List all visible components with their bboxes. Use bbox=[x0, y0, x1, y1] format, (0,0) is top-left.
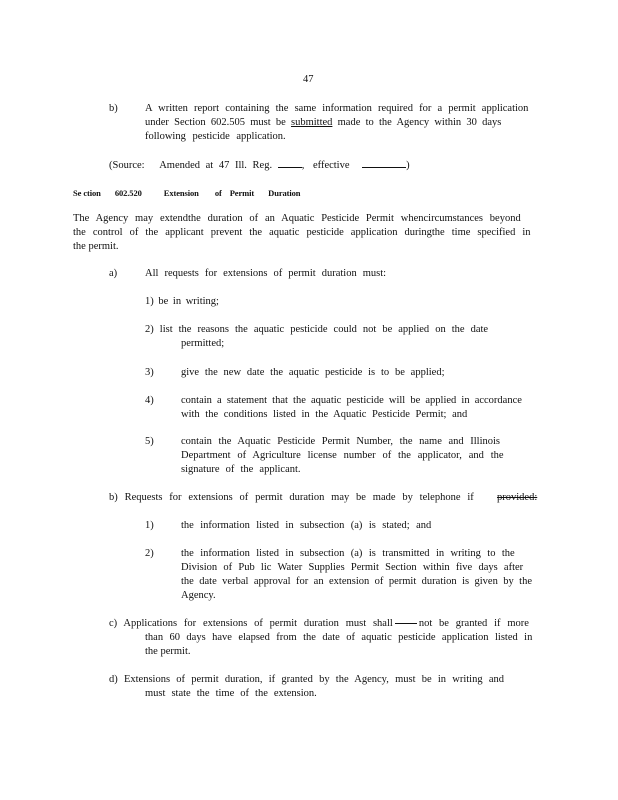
item-b2-sub-1-label: 1) bbox=[145, 520, 154, 531]
item-b2-sub-2-text: the information listed in subsection (a) is transmitted in writing to the bbox=[181, 548, 515, 559]
intro-line-1: The Agency may extendthe duration of an Aquatic Pesticide Permit whencircumstances beyond bbox=[73, 213, 521, 224]
item-a-sub-5-text: contain the Aquatic Pesticide Permit Number, the name and Illinois bbox=[181, 436, 501, 447]
item-a-label: a) bbox=[109, 268, 118, 279]
item-b2-sub-2-cont: Division of Pub lic Water Supplies Permit Section within five days after bbox=[181, 562, 524, 573]
item-b-line-1: A written report containing the same information required for a permit application bbox=[145, 103, 529, 114]
item-b2-sub-2-label: 2) bbox=[145, 548, 154, 559]
section-title-2: of Permit bbox=[214, 188, 255, 198]
item-a-sub-3-label: 3) bbox=[145, 367, 154, 378]
item-b2-sub-1-text: the information listed in subsection (a) is stated; and bbox=[181, 520, 432, 531]
source-effective-blank bbox=[362, 157, 406, 168]
item-b-line-2-b: made to the Agency within 30 days bbox=[332, 117, 502, 128]
item-b-line-3: following pesticide application. bbox=[145, 131, 286, 142]
page-number: 47 bbox=[303, 74, 314, 85]
section-number: 602.520 bbox=[114, 188, 142, 198]
item-c-text-b: not be granted if more bbox=[418, 618, 529, 629]
item-b-line-2 bbox=[145, 116, 501, 130]
item-a-sub-4-text: contain a statement that the aquatic pesticide will be applied in accordance bbox=[181, 395, 522, 406]
source-reg-blank bbox=[278, 157, 302, 168]
source-effective: effective bbox=[312, 160, 350, 171]
section-heading bbox=[73, 186, 300, 200]
source-amended: Amended at 47 Ill. Reg. bbox=[159, 160, 273, 171]
item-b2-sub-2-cont-2: the date verbal approval for an extension of permit duration is given by the bbox=[181, 576, 533, 587]
section-title-3: Duration bbox=[268, 188, 301, 198]
item-a-sub-4-cont: with the conditions listed in the Aquatic Pesticide Permit; and bbox=[181, 409, 468, 420]
item-a-sub-4-label: 4) bbox=[145, 395, 154, 406]
item-b2-text: b) Requests for extensions of permit duration may be made by telephone if bbox=[109, 492, 474, 503]
item-c-cont-2: the permit. bbox=[145, 646, 191, 657]
item-b-line-2-a: under Section 602.505 must be bbox=[145, 117, 291, 128]
section-label: Se ction bbox=[73, 188, 101, 198]
source-open: (Source: bbox=[109, 160, 145, 171]
intro-line-2: the control of the applicant prevent the aquatic pesticide application duringthe time specified in bbox=[73, 227, 531, 238]
item-d-cont: must state the time of the extension. bbox=[145, 688, 317, 699]
section-title-1: Extension bbox=[163, 188, 199, 198]
item-c-text-a: c) Applications for extensions of permit duration must shall bbox=[109, 618, 393, 629]
item-a-sub-1: 1) be in writing; bbox=[145, 296, 219, 307]
item-a-text: All requests for extensions of permit duration must: bbox=[145, 268, 387, 279]
item-d-line-1: d) Extensions of permit duration, if granted by the Agency, must be in writing and bbox=[109, 674, 504, 685]
item-b2-struck-word: provided: bbox=[497, 492, 538, 503]
item-a-sub-5-cont-2: signature of the applicant. bbox=[181, 464, 301, 475]
item-c-line-1 bbox=[109, 617, 529, 631]
intro-line-3: the permit. bbox=[73, 241, 119, 252]
source-close: ) bbox=[406, 160, 410, 171]
source-comma: , bbox=[301, 160, 305, 171]
item-b2-sub-2-cont-3: Agency. bbox=[181, 590, 216, 601]
item-c-deletion-rule bbox=[395, 623, 417, 624]
item-b-underlined-word: submitted bbox=[290, 117, 333, 128]
item-a-sub-3-text: give the new date the aquatic pesticide is to be applied; bbox=[181, 367, 445, 378]
item-a-sub-5-label: 5) bbox=[145, 436, 154, 447]
item-a-sub-5-cont: Department of Agriculture license number of the applicator, and the bbox=[181, 450, 504, 461]
item-b-label: b) bbox=[109, 103, 118, 114]
item-c-cont: than 60 days have elapsed from the date of aquatic pesticide application listed in bbox=[145, 632, 533, 643]
item-a-sub-2: 2) list the reasons the aquatic pesticide could not be applied on the date bbox=[145, 324, 489, 335]
item-a-sub-2-cont: permitted; bbox=[181, 338, 225, 349]
source-note bbox=[109, 157, 410, 173]
